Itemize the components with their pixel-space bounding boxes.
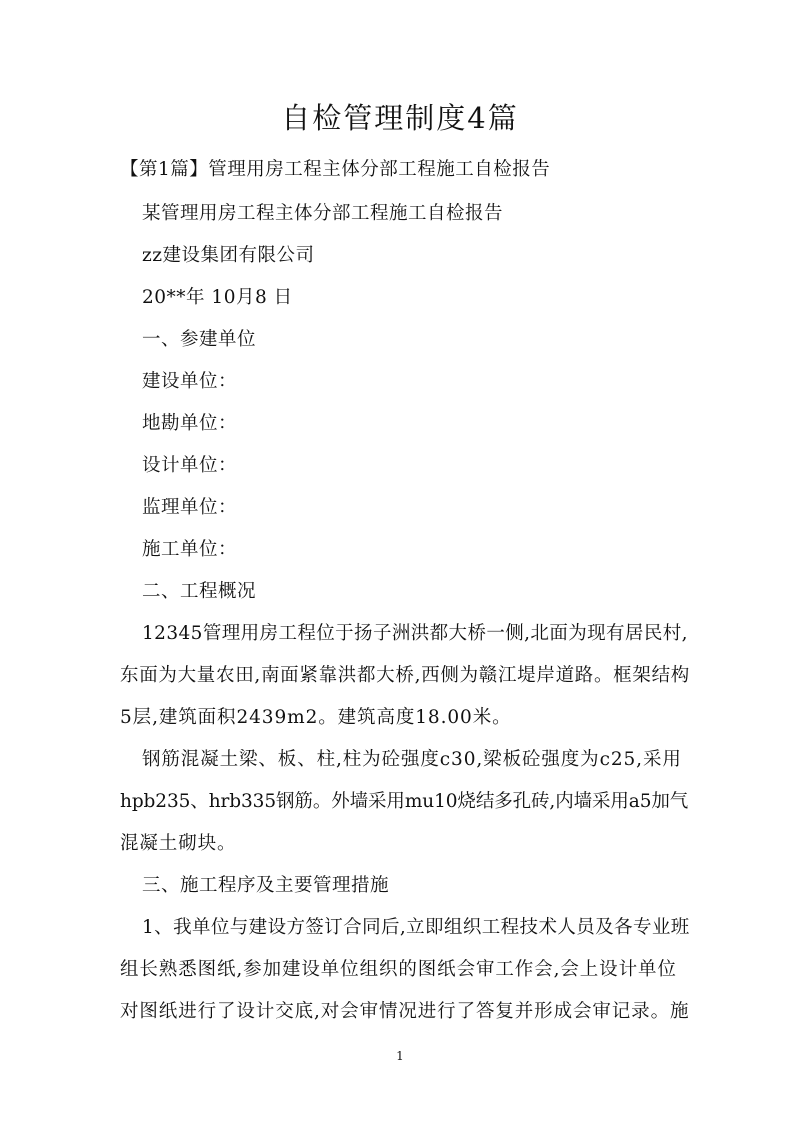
- date-line: 20**年 10月8 日: [142, 287, 293, 308]
- paragraph-line: 东面为大量农田,南面紧靠洪都大桥,西侧为赣江堤岸道路。框架结构: [120, 665, 690, 686]
- section-heading: 一、参建单位: [142, 329, 257, 350]
- paragraph-line: 混凝土砌块。: [120, 833, 237, 854]
- field-label: 建设单位：: [142, 371, 238, 392]
- paragraph-line: 1、我单位与建设方签订合同后,立即组织工程技术人员及各专业班: [142, 917, 690, 938]
- chapter-heading: 【第1篇】管理用房工程主体分部工程施工自检报告: [120, 159, 551, 180]
- section-heading: 三、施工程序及主要管理措施: [142, 875, 390, 896]
- field-label: 施工单位：: [142, 539, 238, 560]
- field-label: 设计单位：: [142, 455, 238, 476]
- paragraph-line: 钢筋混凝土梁、板、柱,柱为砼强度c30,梁板砼强度为c25,采用: [142, 749, 682, 770]
- document-title: 自检管理制度4篇: [281, 101, 519, 135]
- paragraph-line: 5层,建筑面积2439m2。建筑高度18.00米。: [120, 707, 512, 728]
- report-title-line: 某管理用房工程主体分部工程施工自检报告: [142, 203, 504, 224]
- section-heading: 二、工程概况: [142, 581, 257, 602]
- paragraph-line: 对图纸进行了设计交底,对会审情况进行了答复并形成会审记录。施: [120, 1001, 690, 1022]
- page-number: 1: [396, 1049, 404, 1063]
- paragraph-line: 组长熟悉图纸,参加建设单位组织的图纸会审工作会,会上设计单位: [120, 959, 677, 980]
- paragraph-line: hpb235、hrb335钢筋。外墙采用mu10烧结多孔砖,内墙采用a5加气: [120, 791, 689, 812]
- field-label: 监理单位：: [142, 497, 238, 518]
- field-label: 地勘单位：: [142, 413, 238, 434]
- paragraph-line: 12345管理用房工程位于扬子洲洪都大桥一侧,北面为现有居民村,: [142, 623, 688, 644]
- company-line: zz建设集团有限公司: [142, 245, 315, 266]
